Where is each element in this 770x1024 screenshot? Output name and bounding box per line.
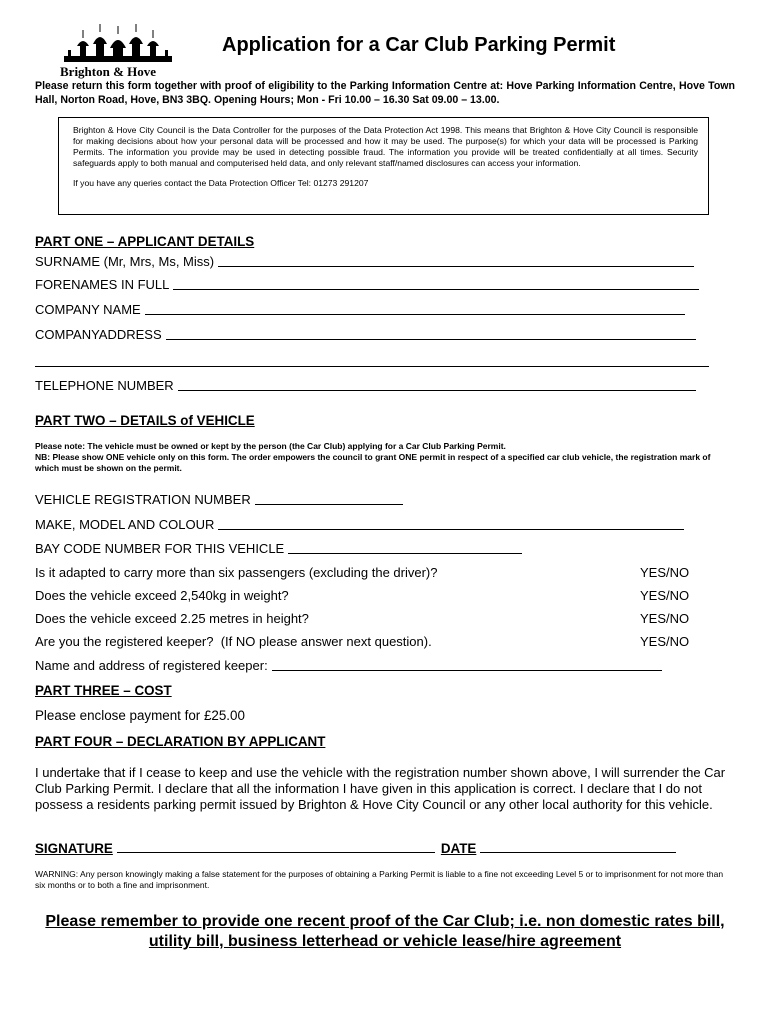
- part-one-heading: PART ONE – APPLICANT DETAILS: [35, 234, 255, 249]
- logo-text: Brighton & Hove: [60, 64, 157, 79]
- company-name-label: COMPANY NAME: [35, 302, 141, 317]
- notice-text: Brighton & Hove City Council is the Data Controller for the purposes of the Data Protection Act 1998. This means that Brighton & Hove City Council is responsible for making decisions about how your personal data will be processed and how it may be used. The purpose(s) for which your data will be processed is Parking Permits. The information you provide may be used in detecting possible fraud. The information you provide will be treated confidentially at all times. Security safeguards apply to both manual and computerised held data, and only relevant staff/named disclosures can access your information.: [73, 125, 698, 168]
- keeper-yes-no[interactable]: YES/NO: [640, 634, 690, 649]
- company-name-line[interactable]: [145, 313, 685, 315]
- forenames-line[interactable]: [173, 288, 699, 290]
- bay-code-label: BAY CODE NUMBER FOR THIS VEHICLE: [35, 541, 285, 556]
- surname-field[interactable]: [35, 254, 694, 269]
- pavilion-domes-icon: [58, 22, 178, 64]
- vehicle-note: [35, 441, 735, 474]
- make-model-line[interactable]: [218, 528, 684, 530]
- telephone-label: TELEPHONE NUMBER: [35, 378, 174, 393]
- notice-contact: If you have any queries contact the Data Protection Officer Tel: 01273 291207: [73, 178, 369, 188]
- part-two-heading: PART TWO – DETAILS of VEHICLE: [35, 413, 255, 428]
- surname-line[interactable]: [218, 265, 694, 267]
- proof-reminder: Please remember to provide one recent proof of the Car Club; i.e. non domestic rates bill, utility bill, business letterhead or vehicle lease/hire agreement: [45, 913, 725, 950]
- keeper-name-label: Name and address of registered keeper:: [35, 658, 268, 673]
- telephone-field[interactable]: [35, 378, 696, 393]
- company-address-label: COMPANYADDRESS: [35, 327, 162, 342]
- payment-text: Please enclose payment for £25.00: [35, 708, 245, 723]
- council-logo: [58, 22, 178, 80]
- part-four-heading: PART FOUR – DECLARATION BY APPLICANT: [35, 734, 326, 749]
- telephone-line[interactable]: [178, 389, 696, 391]
- date-label: DATE: [440, 841, 477, 856]
- height-label: Does the vehicle exceed 2.25 metres in height?: [35, 611, 309, 626]
- registration-field[interactable]: [35, 492, 403, 507]
- passengers-yes-no[interactable]: YES/NO: [640, 565, 690, 580]
- company-address-line-2[interactable]: [35, 365, 709, 367]
- keeper-name-field[interactable]: [35, 658, 662, 673]
- registration-label: VEHICLE REGISTRATION NUMBER: [35, 492, 251, 507]
- data-protection-notice: [58, 117, 709, 215]
- weight-yes-no[interactable]: YES/NO: [640, 588, 690, 603]
- bay-code-field[interactable]: [35, 541, 522, 556]
- company-name-field[interactable]: [35, 302, 685, 317]
- passengers-question: [35, 565, 437, 580]
- forenames-field[interactable]: [35, 277, 699, 292]
- make-model-label: MAKE, MODEL AND COLOUR: [35, 517, 215, 532]
- keeper-label: Are you the registered keeper? (If NO please answer next question).: [35, 634, 432, 649]
- registration-line[interactable]: [255, 503, 403, 505]
- signature-row: [35, 841, 682, 856]
- signature-label: SIGNATURE: [35, 841, 113, 856]
- warning-text: WARNING: Any person knowingly making a false statement for the purposes of obtaining a Parking Permit is liable to a fine not exceeding Level 5 or to imprisonment for not more than six months or to both a fine and imprisonment.: [35, 869, 724, 890]
- weight-question: [35, 588, 289, 603]
- page-title: Application for a Car Club Parking Permit: [222, 34, 616, 56]
- height-yes-no[interactable]: YES/NO: [640, 611, 690, 626]
- signature-line[interactable]: [117, 851, 435, 853]
- forenames-label: FORENAMES IN FULL: [35, 277, 170, 292]
- declaration-text: I undertake that if I cease to keep and use the vehicle with the registration number shown above, I will surrender the Car Club Parking Permit. I declare that all the information I have given in this application is correct. I declare that I do not possess a residents parking permit issued by Brighton & Hove City Council or any other local authority for this vehicle.: [35, 765, 726, 812]
- part-three-heading: PART THREE – COST: [35, 683, 172, 698]
- keeper-name-line[interactable]: [272, 669, 662, 671]
- company-address-line[interactable]: [166, 338, 696, 340]
- vehicle-note-nb: NB: Please show ONE vehicle only on this form. The order empowers the council to grant ONE permit in respect of a specified car club vehicle, the registration mark of which must be shown on the permit.: [35, 452, 711, 473]
- height-question: [35, 611, 309, 626]
- weight-label: Does the vehicle exceed 2,540kg in weight?: [35, 588, 289, 603]
- passengers-label: Is it adapted to carry more than six passengers (excluding the driver)?: [35, 565, 438, 580]
- make-model-field[interactable]: [35, 517, 684, 532]
- intro-text: Please return this form together with proof of eligibility to the Parking Information Centre at: Hove Parking Information Centre, Hove Town Hall, Norton Road, Hove, BN3 3BQ. Opening Hours; Mon - Fri 10.00 – 16.30 Sat 09.00 – 13.00.: [35, 80, 735, 106]
- vehicle-note-owner: Please note: The vehicle must be owned or kept by the person (the Car Club) applying for a Car Club Parking Permit.: [35, 441, 506, 451]
- keeper-question: [35, 634, 432, 649]
- bay-code-line[interactable]: [288, 552, 522, 554]
- date-line[interactable]: [480, 851, 676, 853]
- company-address-field[interactable]: [35, 327, 696, 342]
- surname-label: SURNAME (Mr, Mrs, Ms, Miss): [35, 254, 215, 269]
